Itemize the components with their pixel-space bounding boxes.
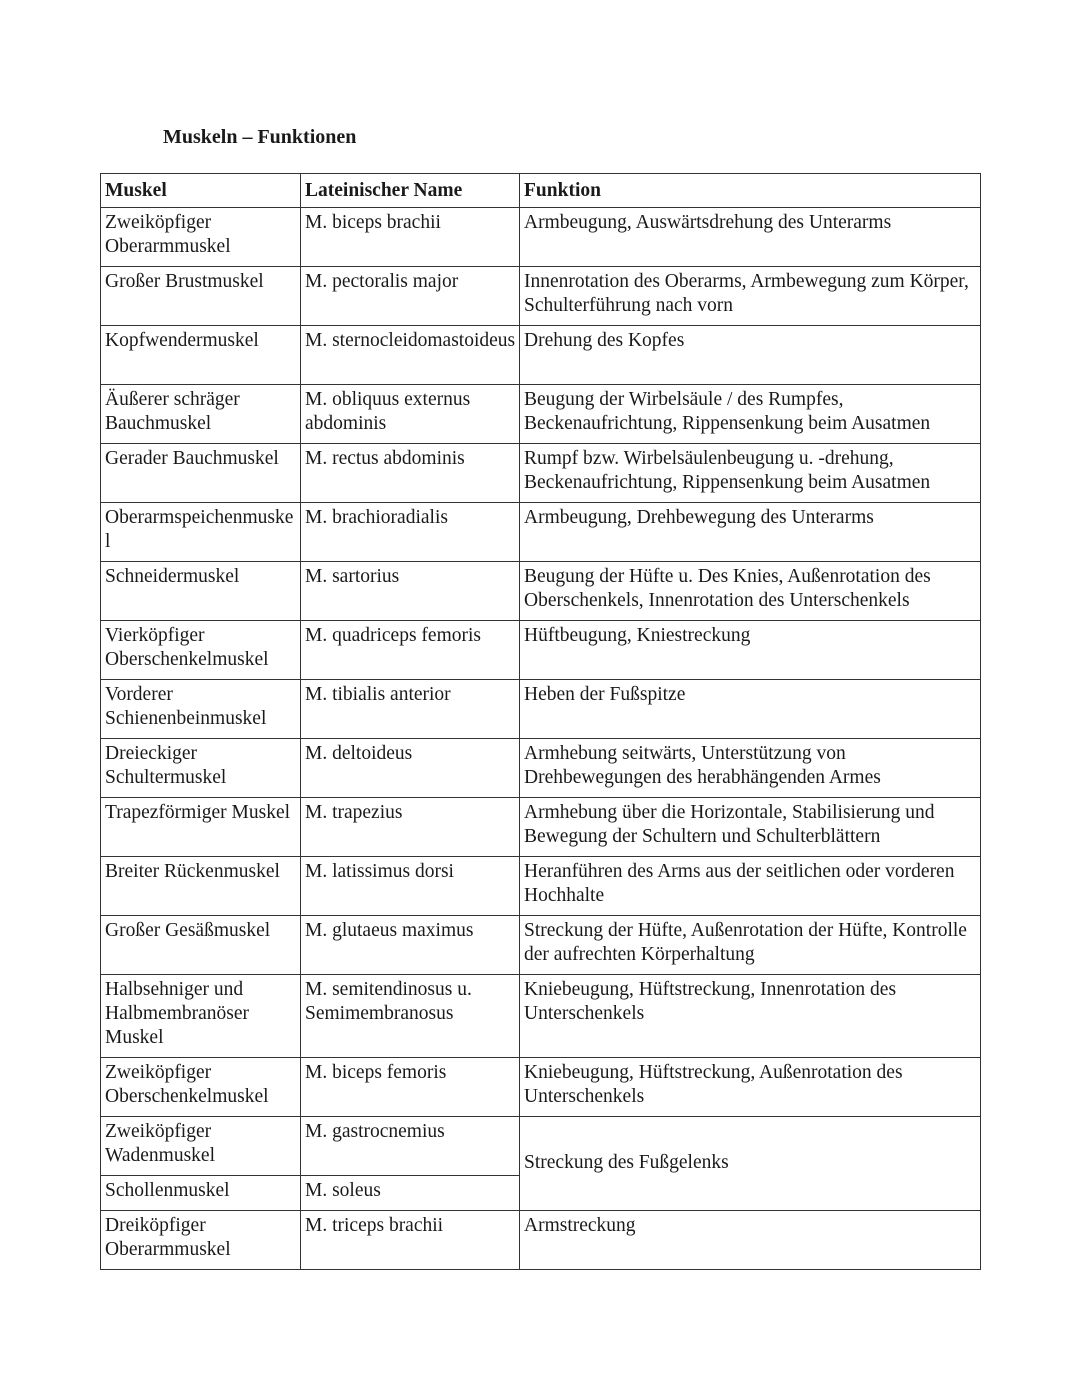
cell-funktion: Hüftbeugung, Kniestreckung [520,621,981,680]
cell-muskel: Zweiköpfiger Wadenmuskel [101,1117,301,1176]
cell-latein: M. sternocleidomastoideus [301,326,520,385]
table-row [101,680,981,739]
cell-funktion: Kniebeugung, Hüftstreckung, Innenrotation des Unterschenkels [520,975,981,1058]
page-title: Muskeln – Funktionen [163,126,357,148]
cell-funktion: Beugung der Hüfte u. Des Knies, Außenrotation des Oberschenkels, Innenrotation des Unterschenkels [520,562,981,621]
cell-muskel: Zweiköpfiger Oberarmmuskel [101,208,301,267]
cell-funktion: Streckung des Fußgelenks [520,1117,981,1211]
table-row [101,798,981,857]
cell-latein: M. quadriceps femoris [301,621,520,680]
cell-latein: M. gastrocnemius [301,1117,520,1176]
cell-muskel: Dreiköpfiger Oberarmmuskel [101,1211,301,1270]
cell-muskel: Oberarmspeichenmuskel [101,503,301,562]
cell-muskel: Vorderer Schienenbeinmuskel [101,680,301,739]
table-row [101,267,981,326]
table-row [101,385,981,444]
muscle-table [100,173,981,1270]
cell-muskel: Vierköpfiger Oberschenkelmuskel [101,621,301,680]
cell-muskel: Breiter Rückenmuskel [101,857,301,916]
cell-funktion: Streckung der Hüfte, Außenrotation der Hüfte, Kontrolle der aufrechten Körperhaltung [520,916,981,975]
table-row [101,916,981,975]
table-row [101,1211,981,1270]
cell-funktion: Drehung des Kopfes [520,326,981,385]
cell-latein: M. soleus [301,1176,520,1211]
cell-funktion: Armhebung seitwärts, Unterstützung von Drehbewegungen des herabhängenden Armes [520,739,981,798]
cell-latein: M. deltoideus [301,739,520,798]
cell-latein: M. rectus abdominis [301,444,520,503]
cell-funktion: Rumpf bzw. Wirbelsäulenbeugung u. -drehung, Beckenaufrichtung, Rippensenkung beim Ausatmen [520,444,981,503]
cell-funktion: Kniebeugung, Hüftstreckung, Außenrotation des Unterschenkels [520,1058,981,1117]
cell-latein: M. latissimus dorsi [301,857,520,916]
cell-muskel: Schollenmuskel [101,1176,301,1211]
cell-latein: M. biceps femoris [301,1058,520,1117]
cell-latein: M. tibialis anterior [301,680,520,739]
table-row [101,1117,981,1176]
table-row [101,562,981,621]
cell-muskel: Großer Gesäßmuskel [101,916,301,975]
cell-muskel: Zweiköpfiger Oberschenkelmuskel [101,1058,301,1117]
table-row [101,975,981,1058]
cell-muskel: Äußerer schräger Bauchmuskel [101,385,301,444]
table-row [101,621,981,680]
cell-funktion: Armhebung über die Horizontale, Stabilisierung und Bewegung der Schultern und Schulterblättern [520,798,981,857]
cell-funktion: Heranführen des Arms aus der seitlichen oder vorderen Hochhalte [520,857,981,916]
cell-latein: M. glutaeus maximus [301,916,520,975]
table-row [101,857,981,916]
table-row [101,503,981,562]
cell-funktion: Innenrotation des Oberarms, Armbewegung zum Körper, Schulterführung nach vorn [520,267,981,326]
table-row [101,739,981,798]
cell-muskel: Großer Brustmuskel [101,267,301,326]
cell-funktion: Armstreckung [520,1211,981,1270]
cell-funktion: Heben der Fußspitze [520,680,981,739]
table-row [101,444,981,503]
cell-muskel: Halbsehniger und Halbmembranöser Muskel [101,975,301,1058]
table-row [101,326,981,385]
cell-muskel: Gerader Bauchmuskel [101,444,301,503]
cell-muskel: Trapezförmiger Muskel [101,798,301,857]
cell-muskel: Kopfwendermuskel [101,326,301,385]
table-row [101,208,981,267]
cell-muskel: Dreieckiger Schultermuskel [101,739,301,798]
cell-latein: M. pectoralis major [301,267,520,326]
cell-latein: M. semitendinosus u. Semimembranosus [301,975,520,1058]
cell-latein: M. sartorius [301,562,520,621]
cell-funktion: Beugung der Wirbelsäule / des Rumpfes, Beckenaufrichtung, Rippensenkung beim Ausatmen [520,385,981,444]
cell-latein: M. brachioradialis [301,503,520,562]
cell-latein: M. biceps brachii [301,208,520,267]
cell-muskel: Schneidermuskel [101,562,301,621]
column-header-lateinischer-name: Lateinischer Name [301,174,520,208]
cell-latein: M. triceps brachii [301,1211,520,1270]
column-header-funktion: Funktion [520,174,981,208]
cell-latein: M. obliquus externus abdominis [301,385,520,444]
column-header-muskel: Muskel [101,174,301,208]
cell-latein: M. trapezius [301,798,520,857]
cell-funktion: Armbeugung, Drehbewegung des Unterarms [520,503,981,562]
table-header-row [101,174,981,208]
table-row [101,1058,981,1117]
cell-funktion: Armbeugung, Auswärtsdrehung des Unterarms [520,208,981,267]
